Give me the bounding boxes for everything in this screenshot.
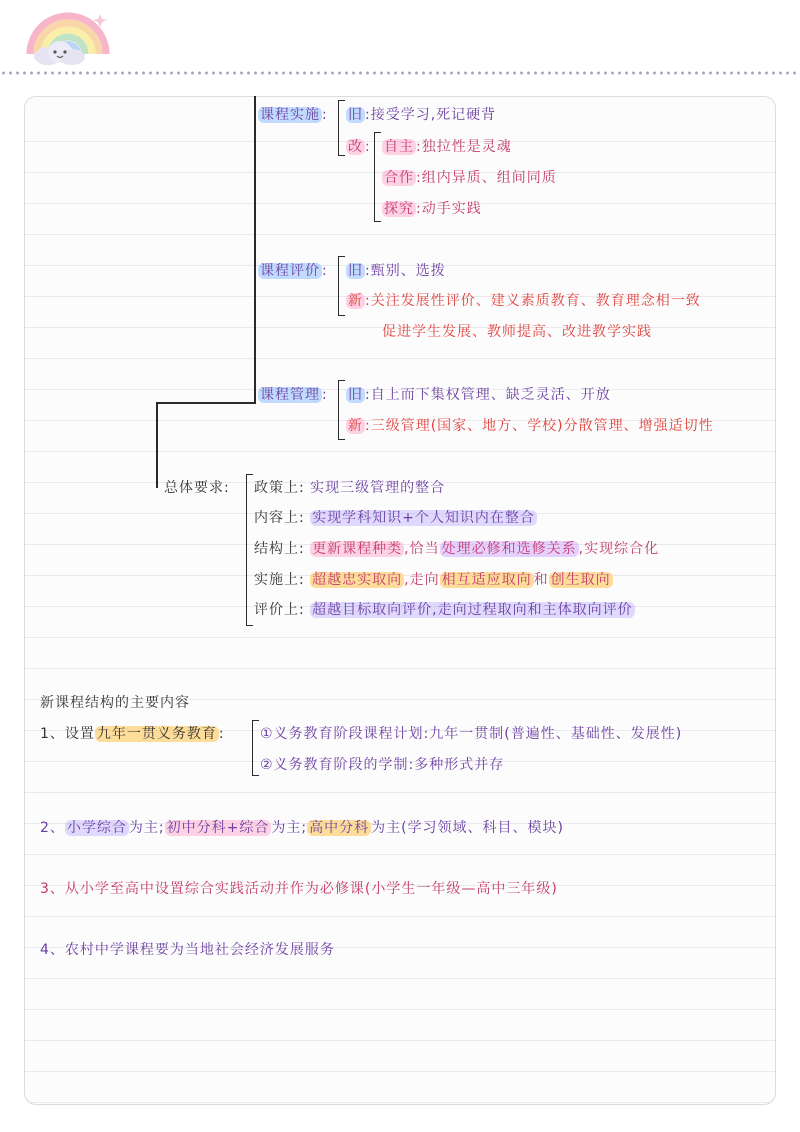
section-title: 新课程结构的主要内容 bbox=[40, 695, 190, 711]
overall-row-3: 结构上: 更新课程种类 ,恰当 处理必修和选修关系 ,实现综合化 bbox=[254, 541, 660, 557]
impl-old: 旧 :接受学习,死记硬背 bbox=[348, 107, 497, 123]
overall-row-5: 评价上: 超越目标取向评价,走向过程取向和主体取向评价 bbox=[254, 602, 633, 618]
rainbow-cloud-icon bbox=[20, 6, 116, 66]
eval-new: 新 :关注发展性评价、建义素质教育、教育理念相一致 bbox=[348, 293, 701, 309]
overall-row-4: 实施上: 超越忠实取向 ,走向 相互适应取向 和 创生取向 bbox=[254, 572, 611, 588]
impl-new-bracket bbox=[374, 132, 381, 222]
eval-heading: 课程评价 : bbox=[260, 263, 328, 279]
item-2: 2、 小学综合 为主; 初中分科+综合 为主; 高中分科 为主(学习领域、科目、模块) bbox=[40, 820, 565, 836]
item-1: 1、设置 九年一贯义务教育 : bbox=[40, 726, 225, 742]
overall-row-1: 政策上: 实现三级管理的整合 bbox=[254, 480, 446, 496]
eval-old: 旧 :甄别、选拨 bbox=[348, 263, 446, 279]
eval-new-line2: 促进学生发展、教师提高、改进教学实践 bbox=[382, 324, 652, 340]
impl-item-3: 探究 :动手实践 bbox=[384, 201, 482, 217]
overall-bracket bbox=[246, 474, 253, 626]
mgmt-bracket bbox=[338, 380, 345, 440]
item-3: 3、从小学至高中设置综合实践活动并作为必修课(小学生一年级—高中三年级) bbox=[40, 881, 558, 897]
mgmt-old: 旧 :自上而下集权管理、缺乏灵活、开放 bbox=[348, 387, 611, 403]
impl-item-1: 自主 :独拉性是灵魂 bbox=[384, 139, 512, 155]
item-4: 4、农村中学课程要为当地社会经济发展服务 bbox=[40, 942, 335, 958]
impl-item-2: 合作 :组内异质、组间同质 bbox=[384, 170, 557, 186]
item-1-sub-2: ②义务教育阶段的学制:多种形式并存 bbox=[260, 757, 505, 773]
overall-row-2: 内容上: 实现学科知识+个人知识内在整合 bbox=[254, 510, 535, 526]
impl-new-tag: 改 : bbox=[348, 139, 371, 155]
eval-bracket bbox=[338, 256, 345, 316]
tree-main-line bbox=[254, 96, 256, 402]
dotted-divider bbox=[0, 70, 800, 76]
overall-heading: 总体要求: bbox=[164, 480, 230, 496]
impl-bracket bbox=[338, 100, 345, 156]
mgmt-heading: 课程管理 : bbox=[260, 387, 328, 403]
mgmt-new: 新 :三级管理(国家、地方、学校)分散管理、增强适切性 bbox=[348, 418, 714, 434]
tree-connector-down bbox=[156, 402, 158, 488]
impl-heading: 课程实施 : bbox=[260, 107, 328, 123]
item-1-bracket bbox=[252, 720, 259, 776]
item-1-sub-1: ①义务教育阶段课程计划:九年一贯制(普遍性、基础性、发展性) bbox=[260, 726, 683, 742]
tree-connector bbox=[156, 402, 256, 404]
